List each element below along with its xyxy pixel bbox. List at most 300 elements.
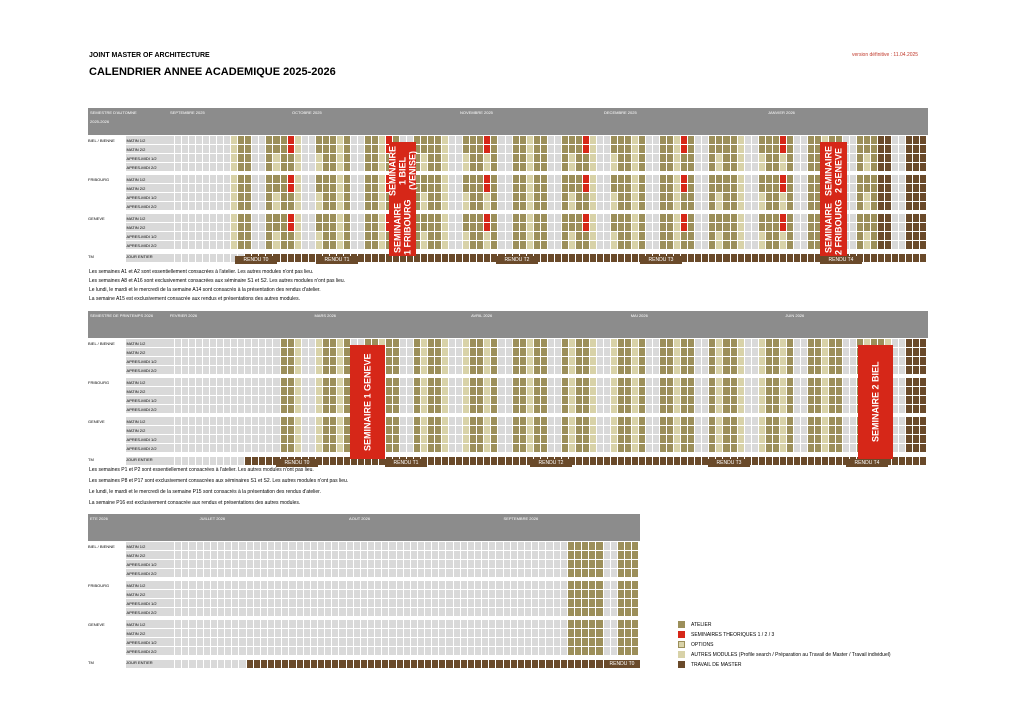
version-label: version définitive : 11.04.2025 xyxy=(852,52,919,58)
grid-cell xyxy=(850,339,857,347)
grid-cell xyxy=(794,387,801,395)
grid-cell xyxy=(288,214,295,222)
grid-cell xyxy=(268,569,275,577)
grid-cell xyxy=(506,163,513,171)
grid-cell xyxy=(245,223,252,231)
grid-cell xyxy=(546,608,553,616)
grid-cell xyxy=(575,629,582,637)
grid-cell xyxy=(604,223,611,231)
grid-cell xyxy=(375,560,382,568)
grid-cell xyxy=(527,405,534,413)
grid-cell xyxy=(196,348,203,356)
grid-cell xyxy=(309,378,316,386)
grid-cell xyxy=(787,387,794,395)
grid-cell xyxy=(239,590,246,598)
grid-cell xyxy=(913,357,920,365)
grid-cell xyxy=(878,232,885,240)
grid-cell xyxy=(282,542,289,550)
grid-cell xyxy=(404,590,411,598)
grid-cell xyxy=(773,366,780,374)
grid-cell xyxy=(646,357,653,365)
grid-cell xyxy=(688,193,695,201)
grid-cell xyxy=(702,193,709,201)
grid-cell xyxy=(325,599,332,607)
grid-cell xyxy=(709,405,716,413)
grid-cell xyxy=(716,444,723,452)
grid-cell xyxy=(316,241,323,249)
grid-cell xyxy=(477,223,484,231)
grid-cell xyxy=(871,232,878,240)
grid-cell xyxy=(347,608,354,616)
grid-cell xyxy=(428,348,435,356)
grid-cell xyxy=(596,590,603,598)
grid-cell xyxy=(562,426,569,434)
grid-cell xyxy=(583,241,590,249)
grid-cell xyxy=(259,154,266,162)
grid-cell xyxy=(597,184,604,192)
grid-cell xyxy=(482,590,489,598)
grid-cell xyxy=(787,184,794,192)
spring-rendu-t2: RENDU T2 xyxy=(530,459,572,467)
grid-cell xyxy=(217,396,224,404)
grid-cell xyxy=(318,542,325,550)
grid-cell xyxy=(295,396,302,404)
grid-cell xyxy=(281,417,288,425)
grid-cell xyxy=(546,569,553,577)
grid-cell xyxy=(168,551,175,559)
grid-cell xyxy=(639,426,646,434)
tm-cell xyxy=(332,660,339,668)
grid-cell xyxy=(568,629,575,637)
grid-cell xyxy=(674,435,681,443)
grid-cell xyxy=(871,241,878,249)
grid-cell xyxy=(596,542,603,550)
grid-cell xyxy=(449,417,456,425)
slot-label: MATIN 2/2 xyxy=(126,348,168,356)
grid-cell xyxy=(218,581,225,589)
tm-cell xyxy=(252,457,259,465)
tm-cell xyxy=(482,660,489,668)
grid-cell xyxy=(513,136,520,144)
grid-cell xyxy=(414,339,421,347)
grid-cell xyxy=(189,136,196,144)
grid-cell xyxy=(548,348,555,356)
grid-cell xyxy=(532,620,539,628)
grid-cell xyxy=(541,426,548,434)
grid-cell xyxy=(304,590,311,598)
grid-cell xyxy=(667,444,674,452)
row-label xyxy=(88,435,168,443)
tm-cell xyxy=(906,457,913,465)
grid-cell xyxy=(731,202,738,210)
grid-cell xyxy=(618,184,625,192)
grid-cell xyxy=(463,366,470,374)
grid-cell xyxy=(892,232,899,240)
grid-cell xyxy=(554,560,561,568)
grid-cell xyxy=(555,357,562,365)
slot-label: MATIN 1/2 xyxy=(126,542,168,550)
tm-cell xyxy=(449,254,456,262)
grid-cell xyxy=(561,581,568,589)
grid-cell xyxy=(723,136,730,144)
grid-cell xyxy=(489,647,496,655)
grid-cell xyxy=(281,163,288,171)
tm-cell xyxy=(498,457,505,465)
grid-cell xyxy=(382,620,389,628)
grid-cell xyxy=(731,184,738,192)
row-label xyxy=(88,214,168,222)
grid-cell xyxy=(302,348,309,356)
grid-cell xyxy=(597,232,604,240)
grid-cell xyxy=(702,232,709,240)
grid-cell xyxy=(203,405,210,413)
grid-cell xyxy=(224,214,231,222)
grid-cell xyxy=(210,357,217,365)
grid-cell xyxy=(182,647,189,655)
grid-cell xyxy=(723,184,730,192)
grid-cell xyxy=(625,339,632,347)
grid-cell xyxy=(920,241,927,249)
grid-cell xyxy=(491,202,498,210)
grid-cell xyxy=(548,202,555,210)
grid-cell xyxy=(548,175,555,183)
slot-label: MATIN 1/2 xyxy=(126,581,168,589)
grid-cell xyxy=(583,426,590,434)
grid-cell xyxy=(432,629,439,637)
grid-cell xyxy=(389,647,396,655)
grid-cell xyxy=(892,193,899,201)
grid-cell xyxy=(688,339,695,347)
grid-cell xyxy=(168,241,175,249)
grid-cell xyxy=(525,647,532,655)
grid-cell xyxy=(470,202,477,210)
grid-cell xyxy=(354,581,361,589)
grid-cell xyxy=(695,405,702,413)
grid-cell xyxy=(323,241,330,249)
grid-cell xyxy=(632,202,639,210)
grid-cell xyxy=(759,444,766,452)
grid-cell xyxy=(337,426,344,434)
site-label: BIEL / BIENNE xyxy=(88,543,115,549)
grid-cell xyxy=(716,426,723,434)
grid-cell xyxy=(304,620,311,628)
grid-cell xyxy=(252,145,259,153)
grid-cell xyxy=(589,542,596,550)
grid-cell xyxy=(475,638,482,646)
grid-cell xyxy=(289,647,296,655)
grid-cell xyxy=(582,590,589,598)
grid-cell xyxy=(418,629,425,637)
grid-cell xyxy=(518,590,525,598)
grid-cell xyxy=(527,193,534,201)
grid-cell xyxy=(731,136,738,144)
grid-cell xyxy=(513,232,520,240)
grid-cell xyxy=(611,202,618,210)
grid-cell xyxy=(646,145,653,153)
grid-cell xyxy=(822,387,829,395)
grid-cell xyxy=(439,581,446,589)
grid-cell xyxy=(231,387,238,395)
grid-cell xyxy=(639,214,646,222)
grid-cell xyxy=(639,435,646,443)
grid-cell xyxy=(196,396,203,404)
grid-cell xyxy=(604,599,611,607)
grid-cell xyxy=(211,551,218,559)
tm-cell xyxy=(182,457,189,465)
grid-cell xyxy=(815,444,822,452)
grid-cell xyxy=(815,366,822,374)
tm-cell xyxy=(484,457,491,465)
grid-cell xyxy=(330,366,337,374)
grid-cell xyxy=(421,175,428,183)
grid-cell xyxy=(773,175,780,183)
grid-cell xyxy=(906,339,913,347)
grid-cell xyxy=(575,542,582,550)
grid-cell xyxy=(224,223,231,231)
grid-cell xyxy=(555,339,562,347)
grid-cell xyxy=(217,202,224,210)
tm-cell xyxy=(920,457,927,465)
grid-cell xyxy=(752,175,759,183)
grid-cell xyxy=(449,366,456,374)
grid-cell xyxy=(182,629,189,637)
grid-cell xyxy=(347,581,354,589)
grid-cell xyxy=(604,638,611,646)
grid-cell xyxy=(709,154,716,162)
grid-cell xyxy=(330,378,337,386)
grid-cell xyxy=(404,599,411,607)
grid-cell xyxy=(780,378,787,386)
grid-cell xyxy=(365,145,372,153)
row-label xyxy=(88,417,168,425)
grid-cell xyxy=(511,560,518,568)
grid-cell xyxy=(906,435,913,443)
grid-cell xyxy=(232,542,239,550)
grid-cell xyxy=(316,396,323,404)
grid-cell xyxy=(555,136,562,144)
grid-cell xyxy=(801,357,808,365)
grid-cell xyxy=(723,241,730,249)
grid-cell xyxy=(625,396,632,404)
grid-cell xyxy=(534,435,541,443)
grid-cell xyxy=(302,444,309,452)
tm-cell xyxy=(375,660,382,668)
grid-cell xyxy=(425,608,432,616)
grid-cell xyxy=(857,184,864,192)
grid-cell xyxy=(618,551,625,559)
grid-cell xyxy=(238,184,245,192)
tm-cell xyxy=(625,254,632,262)
grid-cell xyxy=(224,366,231,374)
grid-cell xyxy=(667,366,674,374)
grid-cell xyxy=(561,590,568,598)
tm-cell xyxy=(470,254,477,262)
tm-cell xyxy=(418,660,425,668)
grid-cell xyxy=(660,348,667,356)
grid-cell xyxy=(211,569,218,577)
grid-cell xyxy=(463,184,470,192)
grid-cell xyxy=(210,348,217,356)
grid-cell xyxy=(625,629,632,637)
grid-cell xyxy=(766,378,773,386)
tm-cell xyxy=(218,660,225,668)
grid-cell xyxy=(397,629,404,637)
tm-cell xyxy=(681,457,688,465)
grid-cell xyxy=(428,435,435,443)
grid-cell xyxy=(773,435,780,443)
grid-cell xyxy=(541,163,548,171)
grid-cell xyxy=(892,396,899,404)
grid-cell xyxy=(239,581,246,589)
grid-cell xyxy=(318,569,325,577)
grid-cell xyxy=(421,184,428,192)
site-label: FRIBOURG xyxy=(88,176,110,182)
grid-cell xyxy=(527,339,534,347)
grid-cell xyxy=(400,435,407,443)
grid-cell xyxy=(203,202,210,210)
grid-cell xyxy=(773,378,780,386)
grid-cell xyxy=(759,136,766,144)
grid-cell xyxy=(611,214,618,222)
grid-cell xyxy=(449,184,456,192)
grid-cell xyxy=(604,193,611,201)
grid-cell xyxy=(752,348,759,356)
grid-cell xyxy=(569,378,576,386)
grid-cell xyxy=(375,620,382,628)
grid-cell xyxy=(604,569,611,577)
grid-cell xyxy=(920,378,927,386)
grid-cell xyxy=(646,202,653,210)
grid-cell xyxy=(484,426,491,434)
row-label xyxy=(88,145,168,153)
grid-cell xyxy=(716,396,723,404)
grid-cell xyxy=(702,405,709,413)
grid-cell xyxy=(899,175,906,183)
grid-cell xyxy=(562,435,569,443)
grid-cell xyxy=(288,348,295,356)
grid-row xyxy=(88,214,928,222)
grid-cell xyxy=(738,396,745,404)
grid-cell xyxy=(442,357,449,365)
grid-cell xyxy=(864,241,871,249)
grid-cell xyxy=(351,163,358,171)
grid-cell xyxy=(325,608,332,616)
grid-cell xyxy=(625,638,632,646)
grid-cell xyxy=(204,629,211,637)
grid-cell xyxy=(920,405,927,413)
grid-cell xyxy=(539,569,546,577)
grid-cell xyxy=(780,154,787,162)
grid-cell xyxy=(302,145,309,153)
grid-cell xyxy=(709,145,716,153)
grid-cell xyxy=(302,396,309,404)
grid-cell xyxy=(245,163,252,171)
grid-cell xyxy=(168,214,175,222)
grid-cell xyxy=(245,184,252,192)
grid-cell xyxy=(400,426,407,434)
grid-cell xyxy=(752,136,759,144)
grid-cell xyxy=(759,223,766,231)
grid-cell xyxy=(316,214,323,222)
grid-cell xyxy=(332,560,339,568)
grid-cell xyxy=(407,378,414,386)
grid-cell xyxy=(920,417,927,425)
grid-cell xyxy=(899,241,906,249)
grid-cell xyxy=(323,348,330,356)
grid-cell xyxy=(906,378,913,386)
grid-cell xyxy=(252,426,259,434)
slot-label: APRES-MIDI 2/2 xyxy=(126,202,168,210)
grid-cell xyxy=(218,569,225,577)
grid-cell xyxy=(428,163,435,171)
grid-cell xyxy=(506,366,513,374)
grid-cell xyxy=(489,599,496,607)
grid-cell xyxy=(632,357,639,365)
grid-cell xyxy=(511,620,518,628)
grid-cell xyxy=(439,620,446,628)
grid-cell xyxy=(646,348,653,356)
grid-cell xyxy=(484,417,491,425)
grid-cell xyxy=(351,184,358,192)
tm-cell xyxy=(491,457,498,465)
grid-cell xyxy=(548,184,555,192)
grid-cell xyxy=(723,163,730,171)
grid-cell xyxy=(562,366,569,374)
grid-row xyxy=(88,620,640,628)
grid-cell xyxy=(780,387,787,395)
grid-cell xyxy=(231,426,238,434)
grid-cell xyxy=(548,405,555,413)
grid-cell xyxy=(400,348,407,356)
grid-cell xyxy=(311,569,318,577)
grid-cell xyxy=(575,638,582,646)
grid-cell xyxy=(372,154,379,162)
grid-cell xyxy=(625,163,632,171)
grid-cell xyxy=(899,348,906,356)
grid-cell xyxy=(309,339,316,347)
grid-cell xyxy=(611,560,618,568)
grid-cell xyxy=(266,444,273,452)
grid-cell xyxy=(281,366,288,374)
grid-cell xyxy=(546,560,553,568)
grid-cell xyxy=(218,590,225,598)
grid-cell xyxy=(432,599,439,607)
grid-cell xyxy=(245,214,252,222)
grid-cell xyxy=(347,620,354,628)
grid-cell xyxy=(506,378,513,386)
grid-cell xyxy=(498,202,505,210)
grid-cell xyxy=(583,202,590,210)
grid-cell xyxy=(386,405,393,413)
grid-cell xyxy=(611,184,618,192)
grid-cell xyxy=(857,214,864,222)
grid-cell xyxy=(268,590,275,598)
grid-cell xyxy=(569,417,576,425)
grid-cell xyxy=(456,145,463,153)
grid-cell xyxy=(618,214,625,222)
grid-cell xyxy=(583,154,590,162)
autumn-note-4: La semaine A15 est exclusivement consacrée aux rendus et présentations des autres modules. xyxy=(89,296,300,302)
grid-cell xyxy=(418,599,425,607)
grid-cell xyxy=(590,214,597,222)
grid-cell xyxy=(288,417,295,425)
grid-cell xyxy=(197,551,204,559)
grid-cell xyxy=(590,232,597,240)
grid-cell xyxy=(182,405,189,413)
grid-cell xyxy=(442,184,449,192)
grid-cell xyxy=(330,444,337,452)
grid-row xyxy=(88,202,928,210)
